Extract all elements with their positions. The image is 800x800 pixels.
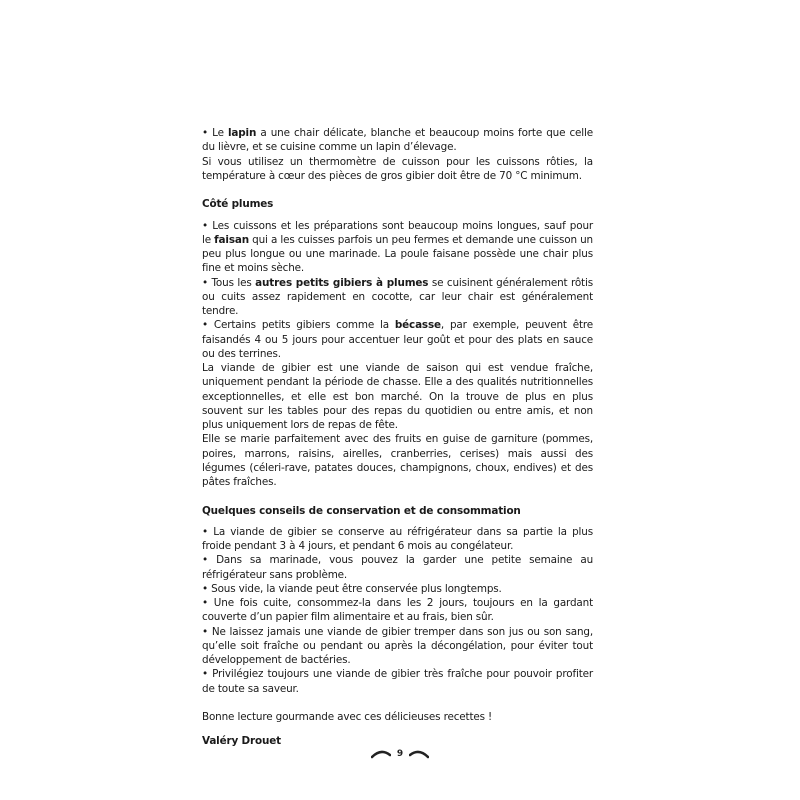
conseil-bullet: • Privilégiez toujours une viande de gibier très fraîche pour pouvoir profiter de toute sa saveur. [202, 668, 593, 695]
conseil-bullet: • Sous vide, la viande peut être conservée plus longtemps. [202, 582, 502, 595]
bold-term-autres-petits-gibiers: autres petits gibiers à plumes [255, 276, 429, 289]
thermometre-paragraph: Si vous utilisez un thermomètre de cuisson pour les cuissons rôties, la température à cœur des pièces de gros gibier doit être de 70 °C minimum. [202, 155, 593, 182]
bold-term-becasse: bécasse [394, 319, 441, 332]
conseil-bullet: • Une fois cuite, consommez-la dans les 2 jours, toujours en la gardant couverte d’un papier film alimentaire et au frais, bien sûr. [202, 597, 593, 624]
bold-term-faisan: faisan [214, 233, 249, 246]
left-ornament-icon [371, 749, 391, 759]
conseil-bullet: • La viande de gibier se conserve au réfrigérateur dans sa partie la plus froide pendant 3 à 4 jours, et pendant 6 mois au congélateur. [202, 525, 593, 552]
conseil-bullet: • Dans sa marinade, vous pouvez la garder une petite semaine au réfrigérateur sans problème. [202, 554, 593, 581]
bold-term-lapin: lapin [227, 127, 257, 139]
closing-line: Bonne lecture gourmande avec ces délicieuses recettes ! [202, 711, 493, 723]
section-heading-cote-plumes: Côté plumes [202, 198, 274, 211]
garniture-paragraph: Elle se marie parfaitement avec des fruits en guise de garniture (pommes, poires, marrons, raisins, airelles, cranberries, cerises) mais aussi des légumes (céleri-rave, patates douces, champignons, choux, endives) et des pâtes fraîches. [202, 433, 593, 488]
page-footer [0, 744, 800, 764]
faisan-bullet: • Les cuissons et les préparations sont beaucoup moins longues, sauf pour le faisan qui a les cuisses parfois un peu fermes et demande une cuisson un peu plus longue ou une marinade. La poule faisane possède une chair plus fine et moins sèche. [202, 219, 593, 275]
page-number: 9 [396, 749, 404, 759]
viande-saison-paragraph: La viande de gibier est une viande de saison qui est vendue fraîche, uniquement pendant la période de chasse. Elle a des qualités nutritionnelles exceptionnelles, et elle est bon marché. On la trouve de plus en plus souvent sur les tables pour des repas du quotidien ou entre amis, et non plus uniquement lors de repas de fête. [202, 362, 593, 431]
author-signature: Valéry Drouet [202, 735, 281, 748]
lapin-bullet: • Le lapin a une chair délicate, blanche et beaucoup moins forte que celle du lièvre, et se cuisine comme un lapin d’élevage. [202, 127, 594, 154]
right-ornament-icon [409, 749, 429, 759]
petits-gibiers-bullet: • Tous les autres petits gibiers à plumes se cuisinent généralement rôtis ou cuits assez rapidement en cocotte, car leur chair est généralement tendre. [202, 276, 593, 317]
section-heading-conseils: Quelques conseils de conservation et de consommation [202, 504, 521, 517]
conseil-bullet: • Ne laissez jamais une viande de gibier tremper dans son jus ou son sang, qu’elle soit fraîche ou pendant ou après la décongélation, pour éviter tout développement de bactéries. [202, 625, 593, 666]
page-body [202, 126, 593, 749]
becasse-bullet: • Certains petits gibiers comme la bécasse, par exemple, peuvent être faisandés 4 ou 5 jours pour accentuer leur goût et pour des plats en sauce ou des terrines. [202, 319, 594, 360]
